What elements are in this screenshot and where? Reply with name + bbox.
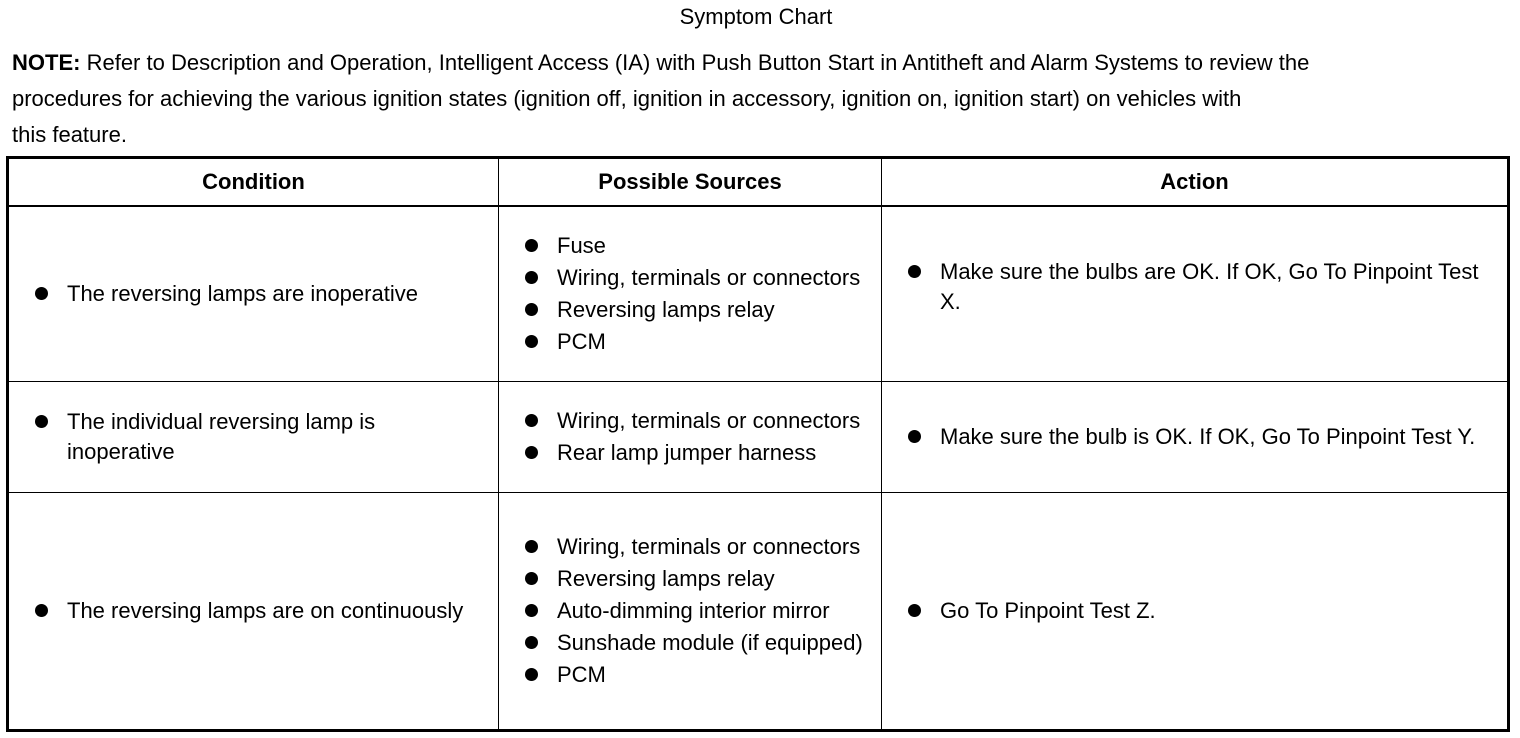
table-header-row bbox=[8, 158, 1509, 207]
header-possible-sources: Possible Sources bbox=[499, 158, 882, 207]
bullet-icon bbox=[525, 540, 538, 553]
bullet-icon bbox=[908, 265, 921, 278]
bullet-icon bbox=[525, 572, 538, 585]
source-item: Wiring, terminals or connectors bbox=[499, 263, 881, 293]
bullet-icon bbox=[525, 668, 538, 681]
header-condition: Condition bbox=[8, 158, 499, 207]
symptom-table bbox=[6, 156, 1510, 732]
source-item: Fuse bbox=[499, 231, 881, 261]
bullet-icon bbox=[35, 604, 48, 617]
table-row bbox=[8, 206, 1509, 382]
source-item: Reversing lamps relay bbox=[499, 564, 881, 594]
note-line-3: this feature. bbox=[12, 122, 127, 147]
source-item: Rear lamp jumper harness bbox=[499, 438, 881, 468]
condition-item: The individual reversing lamp is inoperative bbox=[9, 407, 498, 467]
note-line-1 bbox=[12, 45, 1508, 81]
action-item: Make sure the bulbs are OK. If OK, Go To Pinpoint Test X. bbox=[882, 257, 1507, 317]
bullet-icon bbox=[908, 604, 921, 617]
bullet-icon bbox=[35, 287, 48, 300]
bullet-icon bbox=[525, 303, 538, 316]
action-cell bbox=[882, 382, 1509, 493]
condition-cell bbox=[8, 382, 499, 493]
condition-item: The reversing lamps are on continuously bbox=[9, 596, 498, 626]
source-item: Wiring, terminals or connectors bbox=[499, 532, 881, 562]
page-title: Symptom Chart bbox=[679, 4, 833, 29]
source-item: Reversing lamps relay bbox=[499, 295, 881, 325]
table-row bbox=[8, 493, 1509, 731]
note-line-2: procedures for achieving the various ignition states (ignition off, ignition in accessory, ignition on, ignition start) on vehicles with bbox=[12, 86, 1242, 111]
bullet-icon bbox=[525, 335, 538, 348]
note-paragraph bbox=[12, 45, 1508, 153]
source-item: Sunshade module (if equipped) bbox=[499, 628, 881, 658]
note-text-1: Refer to Description and Operation, Intelligent Access (IA) with Push Button Start in Antitheft and Alarm Systems to review the bbox=[86, 50, 1310, 75]
condition-cell bbox=[8, 493, 499, 731]
action-item: Make sure the bulb is OK. If OK, Go To Pinpoint Test Y. bbox=[882, 422, 1507, 452]
sources-cell bbox=[499, 382, 882, 493]
bullet-icon bbox=[35, 415, 48, 428]
source-item: Auto-dimming interior mirror bbox=[499, 596, 881, 626]
bullet-icon bbox=[525, 636, 538, 649]
action-cell bbox=[882, 206, 1509, 382]
action-cell bbox=[882, 493, 1509, 731]
source-item: PCM bbox=[499, 327, 881, 357]
header-action: Action bbox=[882, 158, 1509, 207]
bullet-icon bbox=[525, 271, 538, 284]
sources-cell bbox=[499, 206, 882, 382]
bullet-icon bbox=[525, 604, 538, 617]
bullet-icon bbox=[525, 446, 538, 459]
action-item: Go To Pinpoint Test Z. bbox=[882, 596, 1507, 626]
sources-cell bbox=[499, 493, 882, 731]
bullet-icon bbox=[525, 239, 538, 252]
source-item: PCM bbox=[499, 660, 881, 690]
table-row bbox=[8, 382, 1509, 493]
bullet-icon bbox=[525, 414, 538, 427]
bullet-icon bbox=[908, 430, 921, 443]
note-label: NOTE: bbox=[12, 50, 81, 75]
condition-item: The reversing lamps are inoperative bbox=[9, 279, 498, 309]
condition-cell bbox=[8, 206, 499, 382]
source-item: Wiring, terminals or connectors bbox=[499, 406, 881, 436]
